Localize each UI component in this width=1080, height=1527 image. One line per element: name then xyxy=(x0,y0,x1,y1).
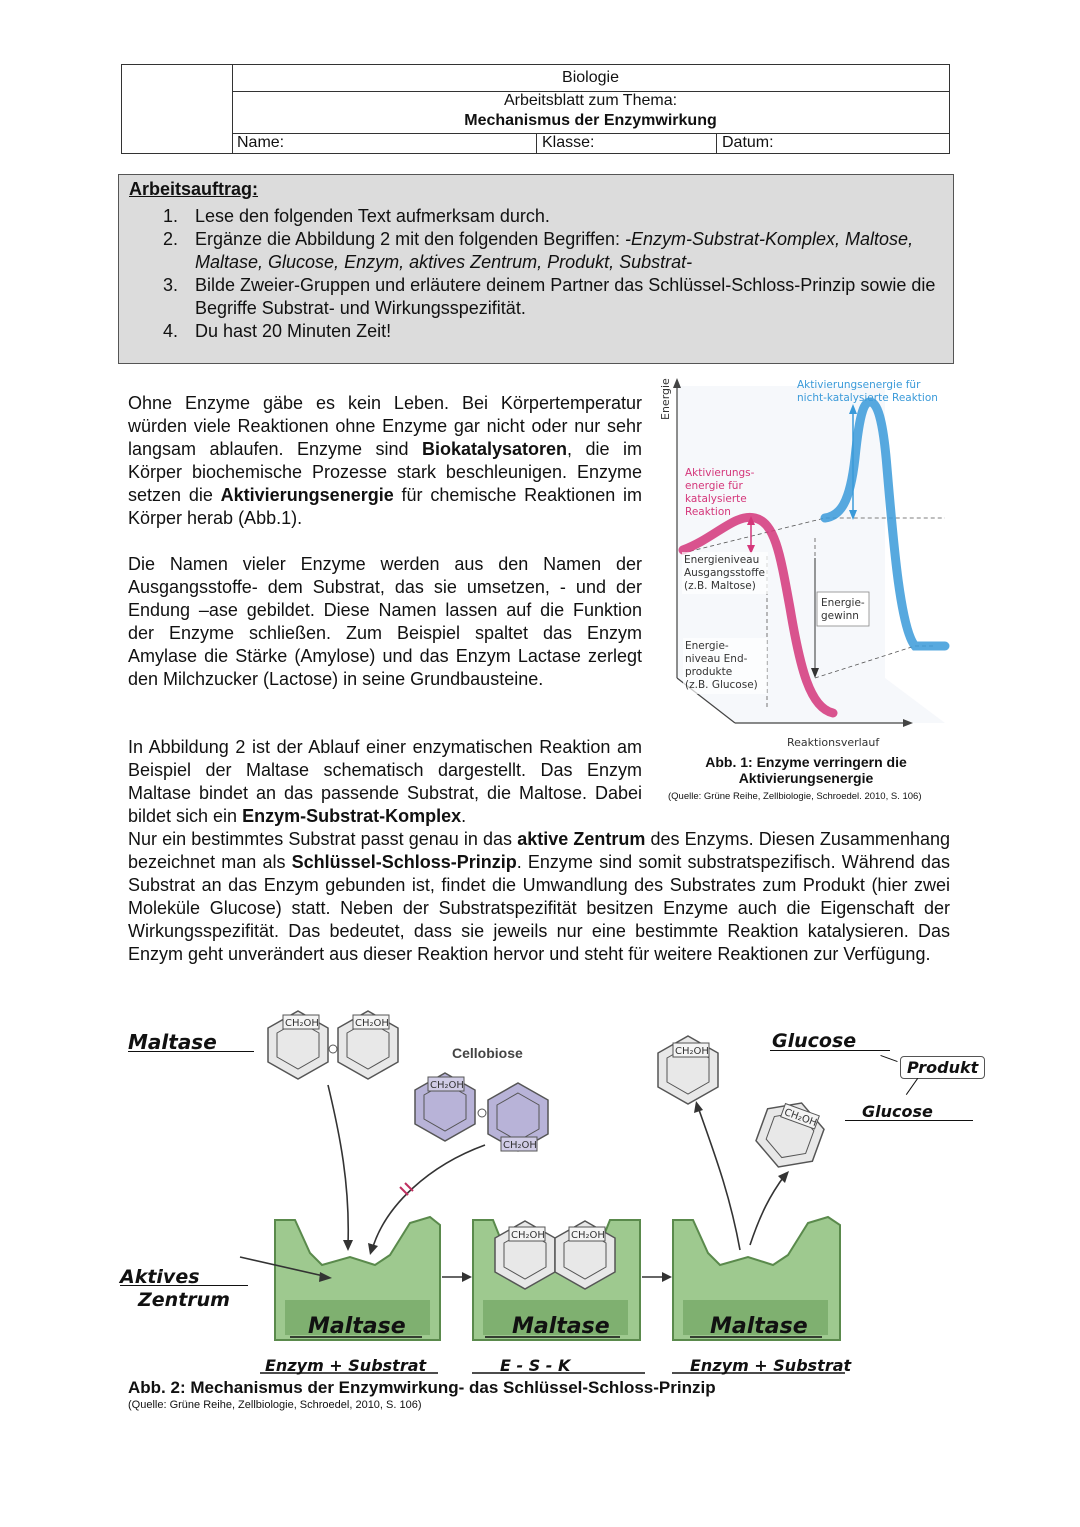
hand-label-glucose: Glucose xyxy=(862,1102,933,1121)
label-start-level: (z.B. Maltose) xyxy=(684,580,756,592)
x-axis-label: Reaktionsverlauf xyxy=(787,736,880,748)
hand-label-enzyme: Maltase xyxy=(710,1314,808,1339)
label-catalyzed: Reaktion xyxy=(685,506,731,518)
task-item: 4. Du hast 20 Minuten Zeit! xyxy=(183,320,943,343)
task-box xyxy=(118,174,954,364)
blocked-mark xyxy=(400,1183,413,1195)
label-energy-gain: gewinn xyxy=(821,610,859,622)
fig2-source: (Quelle: Grüne Reihe, Zellbiologie, Schroedel, 2010, S. 106) xyxy=(128,1399,422,1411)
label-catalyzed: katalysierte xyxy=(685,493,747,505)
paragraph-intro: Ohne Enzyme gäbe es kein Leben. Bei Körpertemperatur würden viele Reaktionen ohne Enzyme gar nicht oder nur sehr langsam ablaufen. Enzyme sind Biokatalysatoren, die im Körper biochemische Prozesse stark beschleunigen. Enzyme setzen die Aktivierungsenergie für chemische Reaktionen im Körper herab (Abb.1). xyxy=(128,393,642,528)
label-end-level: Energie- xyxy=(685,640,729,652)
hand-label-bottom: Enzym + Substrat xyxy=(690,1356,852,1375)
hand-label-maltase: Maltase xyxy=(128,1030,217,1054)
meta-row xyxy=(232,133,949,153)
cellobiose-molecule xyxy=(415,1073,548,1151)
label-end-level: produkte xyxy=(685,666,733,678)
svg-text:CH₂OH: CH₂OH xyxy=(571,1230,605,1241)
topic-title: Mechanismus der Enzymwirkung xyxy=(464,112,717,129)
label-start-level: Energieniveau xyxy=(684,554,760,566)
svg-text:CH₂OH: CH₂OH xyxy=(782,1107,819,1129)
label-energy-gain: Energie- xyxy=(821,597,865,609)
hand-label-enzyme: Maltase xyxy=(512,1314,610,1339)
paragraph-figure-ref: In Abbildung 2 ist der Ablauf einer enzymatischen Reaktion am Beispiel der Maltase schematisch dargestellt. Das Enzym Maltase bindet an das passende Substrat, die Maltose. Dabei bildet sich ein Enzym-Substrat-Komplex. xyxy=(128,737,642,826)
task-item: 2. Ergänze die Abbildung 2 mit den folgenden Begriffen: -Enzym-Substrat-Komplex, Maltose, Maltase, Glucose, Enzym, aktives Zentrum, Produkt, Substrat- xyxy=(183,228,943,274)
task-list xyxy=(141,205,943,343)
hand-label-enzyme: Maltase xyxy=(308,1314,406,1339)
paragraph-lock-key: Nur ein bestimmtes Substrat passt genau in das aktive Zentrum des Enzyms. Diesen Zusammenhang bezeichnet man als Schlüssel-Schloss-Prinzip. Enzyme sind somit substratspezifisch. Während das Substrat an das Enzym gebunden ist, findet die Umwandlung des Substrates zum Produkt (hier zwei Moleküle Glucose) statt. Neben der Substratspezifität besitzen Enzyme auch die Eigenschaft der Wirkungsspezifität. Das bedeutet, dass sie jeweils nur eine bestimmte Reaktion katalysieren. Das Enzym geht unverändert aus dieser Reaktion hervor und steht für weitere Reaktionen zur Verfügung. xyxy=(128,829,950,964)
glucose-molecule xyxy=(750,1093,830,1177)
hand-label-active-site: Zentrum xyxy=(138,1289,230,1311)
name-field[interactable]: Name: xyxy=(237,134,285,151)
topic-cell xyxy=(232,91,949,134)
fig1-source: (Quelle: Grüne Reihe, Zellbiologie, Schroedel. 2010, S. 106) xyxy=(668,791,922,802)
label-end-level: (z.B. Glucose) xyxy=(685,679,758,691)
fig2-caption: Abb. 2: Mechanismus der Enzymwirkung- das Schlüssel-Schloss-Prinzip xyxy=(128,1378,716,1397)
label-catalyzed: energie für xyxy=(685,480,743,492)
energy-diagram xyxy=(655,378,955,748)
task-item: 1. Lese den folgenden Text aufmerksam durch. xyxy=(183,205,943,228)
hand-label-bottom: E - S - K xyxy=(500,1356,571,1375)
hand-label-bottom: Enzym + Substrat xyxy=(265,1356,427,1375)
label-start-level: Ausgangsstoffe xyxy=(684,567,765,579)
label-catalyzed: Aktivierungs- xyxy=(685,467,755,479)
svg-text:CH₂OH: CH₂OH xyxy=(430,1080,464,1091)
date-field[interactable]: Datum: xyxy=(716,133,952,153)
logo-cell xyxy=(122,65,233,153)
label-noncatalyzed: nicht-katalysierte Reaktion xyxy=(797,392,938,404)
hand-label-glucose: Glucose xyxy=(772,1030,857,1052)
task-title: Arbeitsauftrag: xyxy=(129,179,259,199)
class-field[interactable]: Klasse: xyxy=(536,133,718,153)
label-end-level: niveau End- xyxy=(685,653,748,665)
y-axis-label: Energie xyxy=(659,378,672,420)
glucose-molecule xyxy=(658,1036,718,1104)
enzyme-mechanism-diagram xyxy=(100,995,980,1380)
svg-text:CH₂OH: CH₂OH xyxy=(675,1046,709,1057)
worksheet-line: Arbeitsblatt zum Thema: xyxy=(503,92,678,109)
task-item: 3. Bilde Zweier-Gruppen und erläutere deinem Partner das Schlüssel-Schloss-Prinzip sowie die Begriffe Substrat- und Wirkungsspezifität. xyxy=(183,274,943,320)
svg-text:CH₂OH: CH₂OH xyxy=(285,1018,319,1029)
cellobiose-label: Cellobiose xyxy=(452,1045,523,1061)
label-noncatalyzed: Aktivierungsenergie für xyxy=(797,379,921,391)
svg-text:CH₂OH: CH₂OH xyxy=(511,1230,545,1241)
svg-text:CH₂OH: CH₂OH xyxy=(355,1018,389,1029)
hand-label-product: Produkt xyxy=(900,1056,985,1079)
svg-text:CH₂OH: CH₂OH xyxy=(503,1140,537,1151)
maltose-molecule xyxy=(268,1011,398,1079)
fig1-caption: Abb. 1: Enzyme verringern die Aktivierungsenergie xyxy=(705,754,907,786)
paragraph-names: Die Namen vieler Enzyme werden aus den Namen der Ausgangsstoffe- dem Substrat, das sie umsetzen, - und der Endung –ase gebildet. Diese Namen lassen auf die Funktion der Enzyme schließen. Zum Beispiel spaltet das Enzym Amylase die Stärke (Amylose) und das Enzym Lactase zerlegt den Milchzucker (Lactose) in seine Grundbausteine. xyxy=(128,554,642,689)
subject: Biologie xyxy=(232,65,949,92)
hand-label-active-site: Aktives xyxy=(120,1266,200,1288)
header-table xyxy=(121,64,950,154)
